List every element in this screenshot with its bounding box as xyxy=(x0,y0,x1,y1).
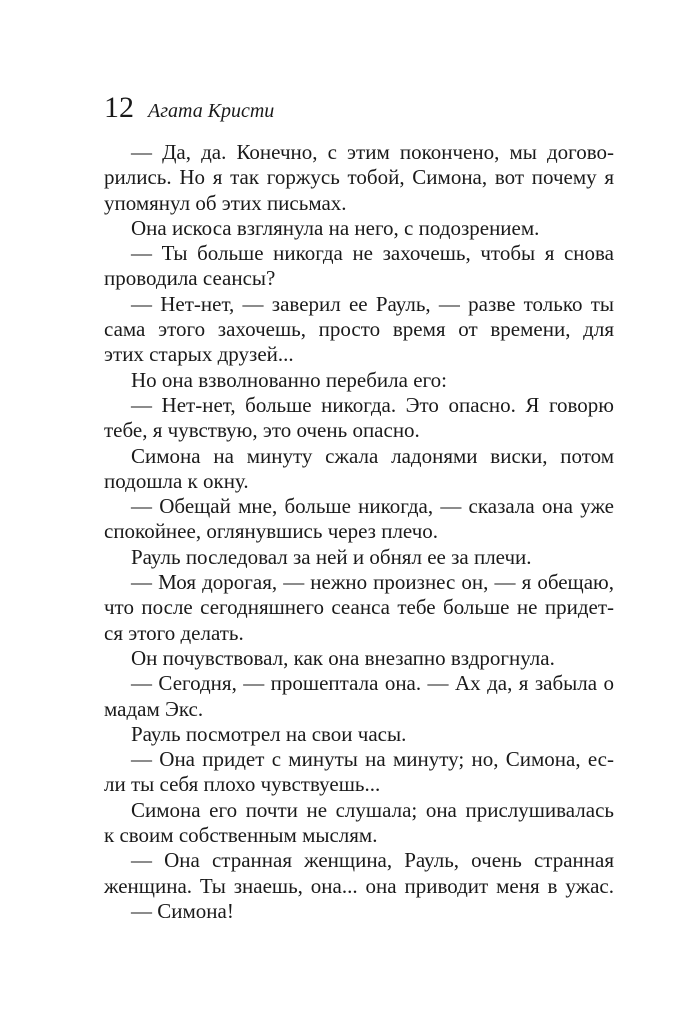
text-line: — Сегодня, — прошептала она. — Ах да, я забыла о xyxy=(131,671,614,696)
text-line: — Она придет с минуты на минуту; но, Симона, ес- xyxy=(131,747,614,772)
text-line: что после сегодняшнего сеанса тебе больше не придет- xyxy=(104,595,614,620)
text-line: проводила сеансы? xyxy=(104,266,276,291)
running-head xyxy=(104,88,274,128)
text-line: к своим собственным мыслям. xyxy=(104,823,378,848)
text-line: — Она странная женщина, Рауль, очень странная xyxy=(131,848,614,873)
page-number: 12 xyxy=(104,91,134,124)
text-line: рились. Но я так горжусь тобой, Симона, вот почему я xyxy=(104,165,614,190)
text-line: Она искоса взглянула на него, с подозрением. xyxy=(131,215,540,240)
text-line: этих старых друзей... xyxy=(104,342,294,367)
text-line: подошла к окну. xyxy=(104,468,249,493)
text-line: Симона его почти не слушала; она прислушивалась xyxy=(131,797,614,822)
text-line: Рауль посмотрел на свои часы. xyxy=(131,721,407,746)
text-line: мадам Экс. xyxy=(104,696,204,721)
text-line: Рауль последовал за ней и обнял ее за плечи. xyxy=(131,544,532,569)
text-line: упомянул об этих письмах. xyxy=(104,190,347,215)
text-line: — Симона! xyxy=(131,898,234,923)
text-line: Он почувствовал, как она внезапно вздрогнула. xyxy=(131,645,555,670)
body-text xyxy=(104,140,614,924)
text-line: — Обещай мне, больше никогда, — сказала она уже xyxy=(131,494,614,519)
text-line: — Моя дорогая, — нежно произнес он, — я обещаю, xyxy=(131,570,614,595)
text-line: тебе, я чувствую, это очень опасно. xyxy=(104,418,420,443)
text-line: сама этого захочешь, просто время от времени, для xyxy=(104,317,614,342)
text-line: женщина. Ты знаешь, она... она приводит меня в ужас. xyxy=(104,873,614,898)
text-line: — Да, да. Конечно, с этим покончено, мы догово- xyxy=(131,140,614,164)
text-line: спокойнее, оглянувшись через плечо. xyxy=(104,519,439,544)
text-line: Но она взволнованно перебила его: xyxy=(131,367,447,392)
text-line: — Нет-нет, — заверил ее Рауль, — разве только ты xyxy=(131,291,614,316)
text-line: — Ты больше никогда не захочешь, чтобы я снова xyxy=(131,241,614,266)
book-title: Агата Кристи xyxy=(148,100,275,122)
text-line: — Нет-нет, больше никогда. Это опасно. Я говорю xyxy=(131,392,614,417)
text-line: ли ты себя плохо чувствуешь... xyxy=(104,772,381,797)
text-line: ся этого делать. xyxy=(104,620,244,645)
text-line: Симона на минуту сжала ладонями виски, потом xyxy=(131,443,614,468)
